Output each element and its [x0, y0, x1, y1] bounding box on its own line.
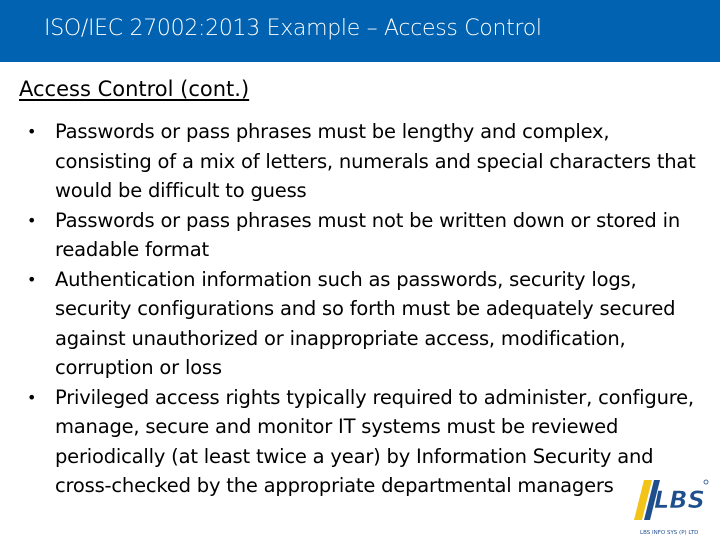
- logo-registered-mark: [704, 480, 708, 484]
- logo-tagline: LBS INFO SYS (P) LTD: [640, 530, 699, 536]
- bullet-text: Authentication information such as passwords, security logs, security configurations and so forth must be adequately secured against unauthorized or inappropriate access, modification, corruption or loss: [55, 267, 676, 379]
- lbs-logo-icon: [630, 458, 712, 538]
- bullet-item: [22, 117, 702, 206]
- bullet-text: Passwords or pass phrases must not be written down or stored in readable format: [55, 208, 680, 261]
- bullet-list: [22, 117, 702, 501]
- logo-letters: LBS: [654, 486, 705, 514]
- title-bar: [0, 0, 720, 62]
- bullet-item: [22, 206, 702, 265]
- bullet-dot-icon: •: [27, 387, 37, 407]
- bullet-text: Privileged access rights typically required to administer, configure, manage, secure and monitor IT systems must be reviewed periodically (at least twice a year) by Information Security and cross-checked by the appropriate departmental managers: [55, 385, 694, 497]
- bullet-dot-icon: •: [27, 122, 37, 141]
- slide-title: ISO/IEC 27002:2013 Example – Access Control: [44, 16, 542, 41]
- bullet-dot-icon: •: [27, 210, 37, 230]
- bullet-text: Passwords or pass phrases must be lengthy and complex, consisting of a mix of letters, numerals and special characters that would be difficult to guess: [55, 120, 696, 202]
- bullet-item: [22, 265, 702, 383]
- section-heading: Access Control (cont.): [19, 77, 250, 101]
- bullet-dot-icon: •: [27, 269, 37, 289]
- bullet-item: [22, 383, 702, 501]
